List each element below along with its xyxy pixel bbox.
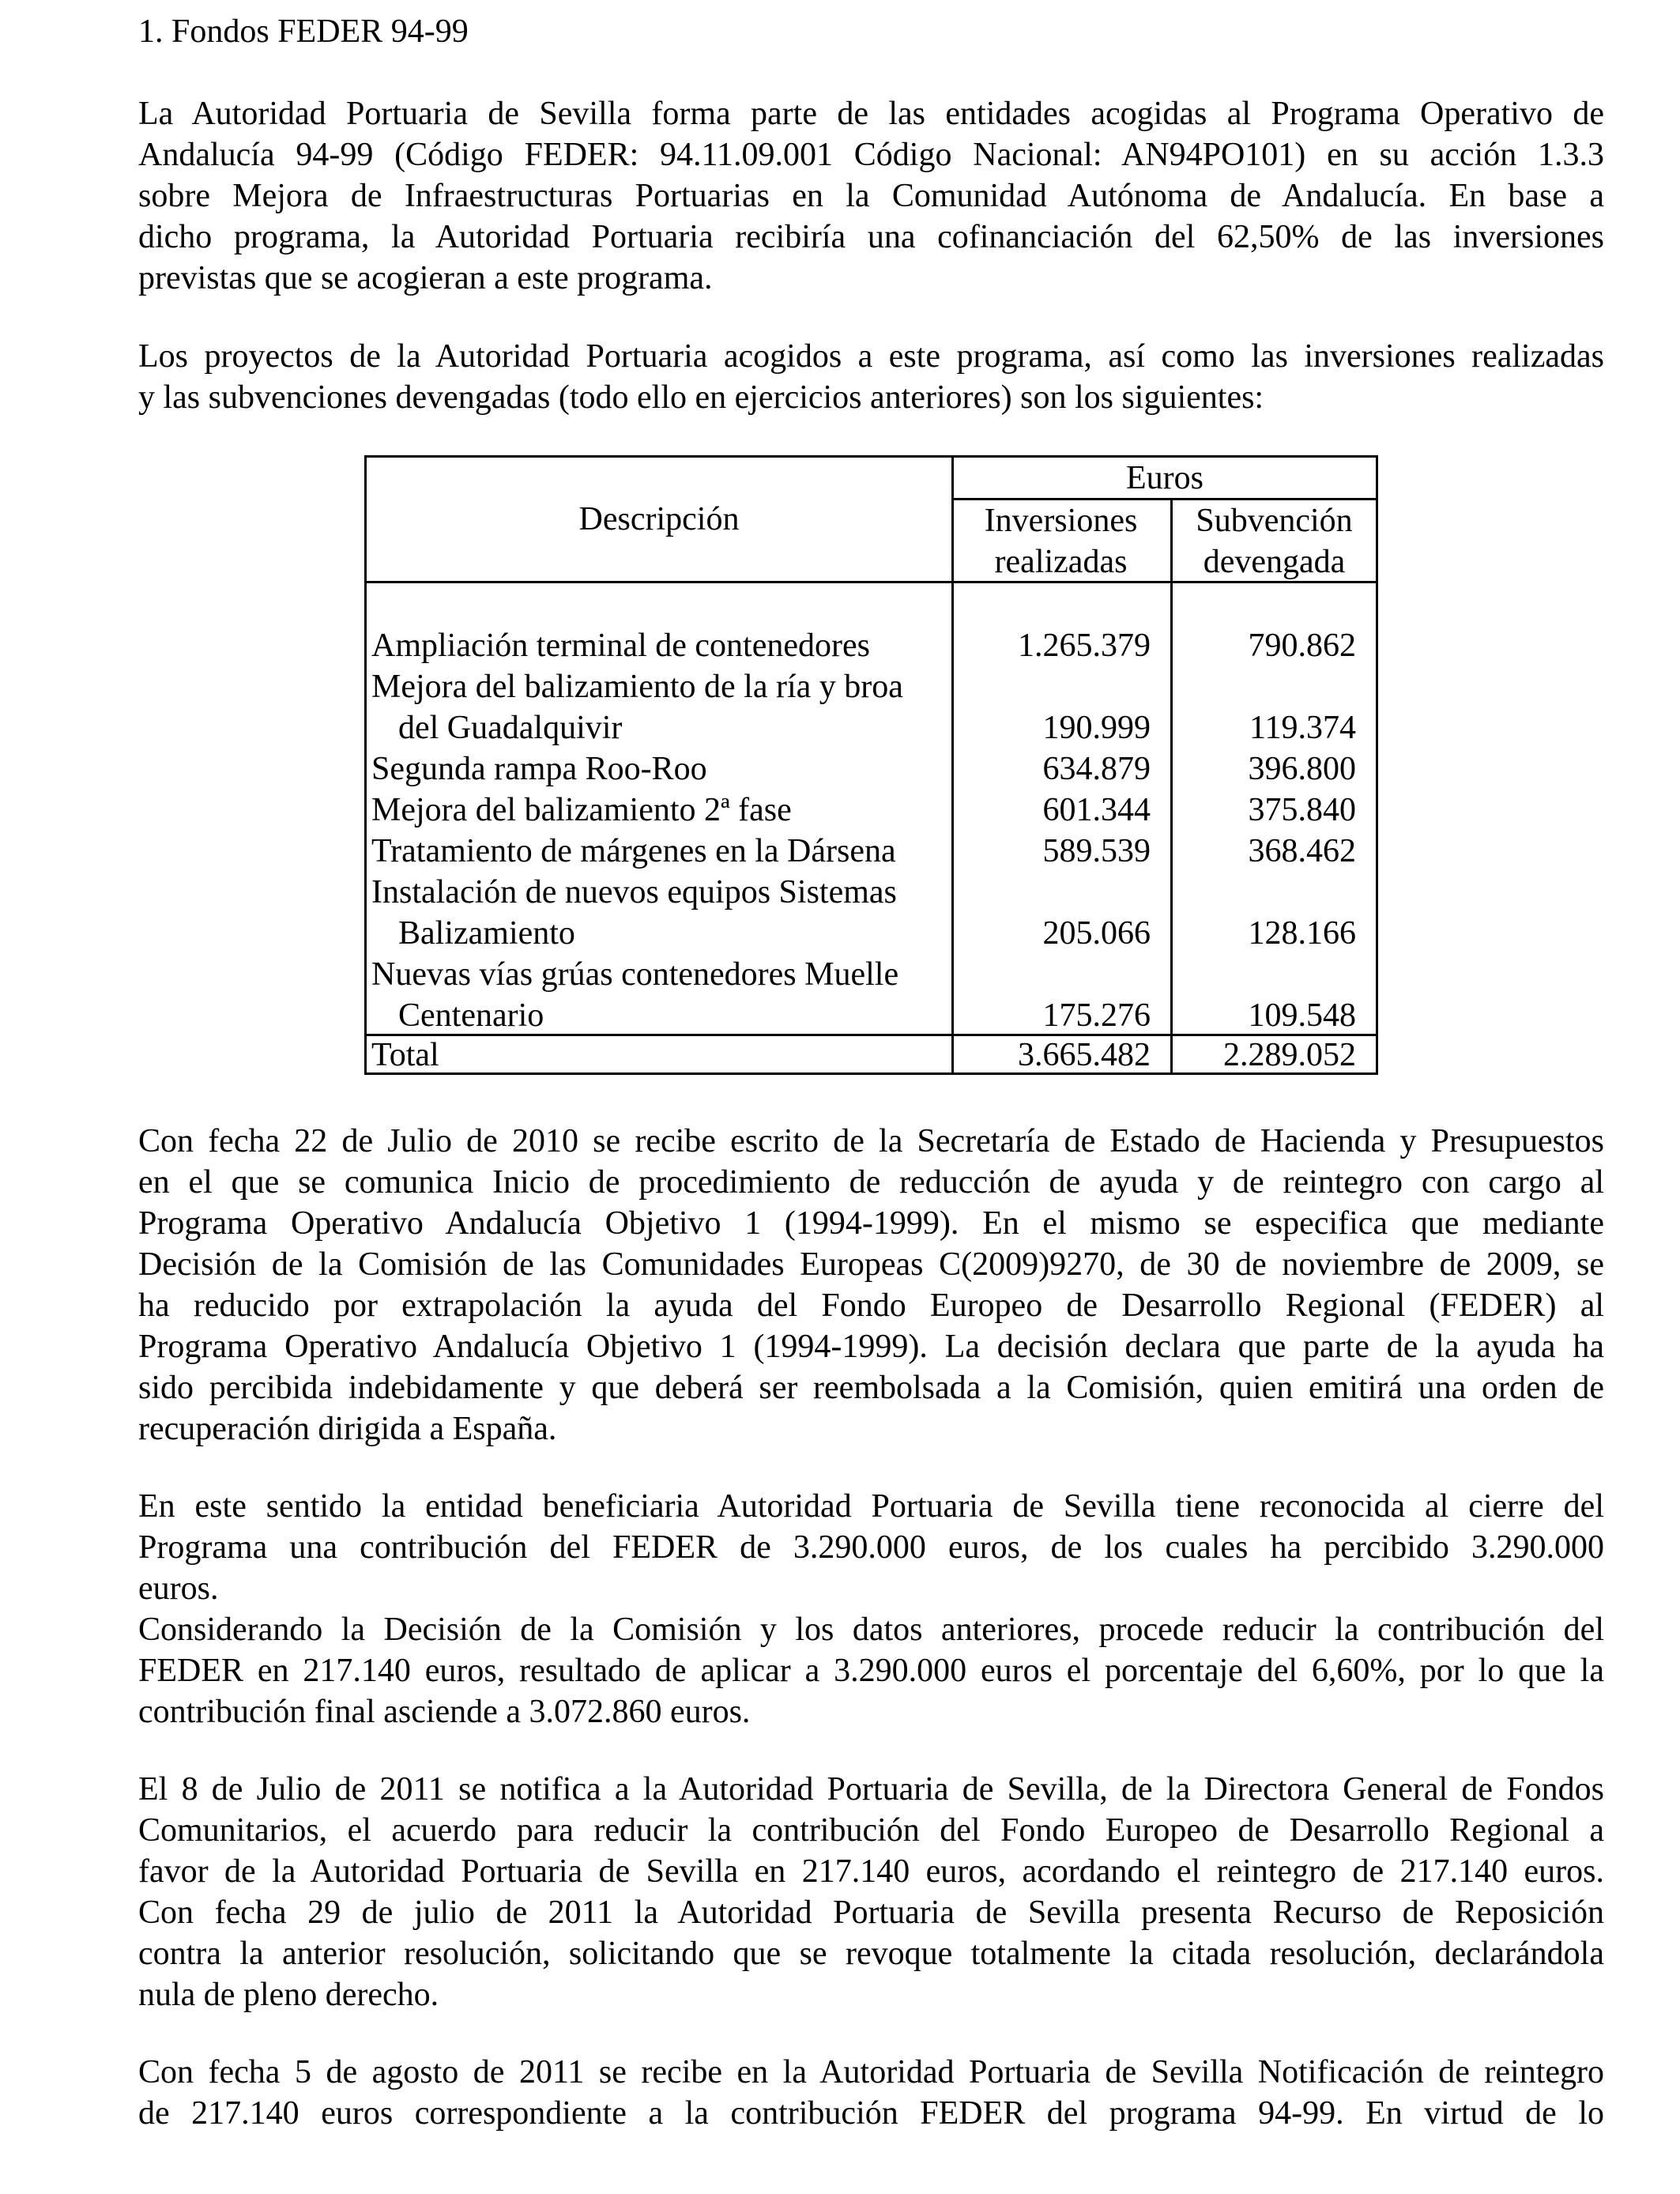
paragraph-notification xyxy=(138,1769,1604,2015)
table-cell-inversion: 634.879 xyxy=(1042,751,1151,787)
table-row-description: Mejora del balizamiento de la ría y broa xyxy=(371,669,903,705)
table-cell-subvencion: 119.374 xyxy=(1249,710,1356,746)
text-line: Con fecha 29 de julio de 2011 la Autoridad Portuaria de Sevilla presenta Recurso de Reposición xyxy=(138,1894,1604,1931)
paragraph-contribution xyxy=(138,1486,1604,1732)
paragraph-program-description xyxy=(138,93,1604,299)
table-total-label: Total xyxy=(371,1037,439,1073)
text-line: Programa Operativo Andalucía Objetivo 1 (1994-1999). La decisión declara que parte de la ayuda ha xyxy=(138,1329,1604,1365)
text-line: en el que se comunica Inicio de procedimiento de reducción de ayuda y de reintegro con cargo al xyxy=(138,1164,1604,1201)
text-line: La Autoridad Portuaria de Sevilla forma parte de las entidades acogidas al Programa Operativo de xyxy=(138,96,1604,132)
text-line: favor de la Autoridad Portuaria de Sevilla en 217.140 euros, acordando el reintegro de 217.140 euros. xyxy=(138,1853,1604,1890)
text-line: ha reducido por extrapolación la ayuda del Fondo Europeo de Desarrollo Regional (FEDER) al xyxy=(138,1287,1604,1324)
text-line: Programa una contribución del FEDER de 3.290.000 euros, de los cuales ha percibido 3.290.000 xyxy=(138,1529,1604,1566)
text-line: de 217.140 euros correspondiente a la contribución FEDER del programa 94-99. En virtud de lo xyxy=(138,2095,1604,2132)
table-cell-subvencion: 128.166 xyxy=(1248,915,1356,952)
text-line: dicho programa, la Autoridad Portuaria recibiría una cofinanciación del 62,50% de las inversiones xyxy=(138,219,1604,255)
table-cell-inversion: 190.999 xyxy=(1042,710,1151,746)
text-line: contra la anterior resolución, solicitando que se revoque totalmente la citada resolución, declarándola xyxy=(138,1936,1604,1972)
text-line: contribución final asciende a 3.072.860 euros. xyxy=(138,1694,751,1730)
table-cell-inversion: 1.265.379 xyxy=(1018,628,1151,664)
text-line: previstas que se acogieran a este programa. xyxy=(138,260,713,296)
section-heading: 1. Fondos FEDER 94-99 xyxy=(138,13,469,50)
table-header-devengada: devengada xyxy=(1203,544,1346,580)
table-cell-subvencion: 790.862 xyxy=(1248,628,1356,664)
text-line: sobre Mejora de Infraestructuras Portuarias en la Comunidad Autónoma de Andalucía. En base a xyxy=(138,178,1604,214)
text-line: Comunitarios, el acuerdo para reducir la contribución del Fondo Europeo de Desarrollo Regional a xyxy=(138,1812,1604,1849)
table-row-description-cont: Balizamiento xyxy=(398,915,575,952)
table-cell-inversion: 589.539 xyxy=(1042,833,1151,869)
table-total-inversion: 3.665.482 xyxy=(1018,1037,1151,1073)
table-header-inversiones: Inversiones xyxy=(984,503,1138,539)
table-cell-inversion: 205.066 xyxy=(1042,915,1151,952)
table-row-description: Ampliación terminal de contenedores xyxy=(371,628,870,664)
table-row-description-cont: Centenario xyxy=(398,997,544,1034)
text-line: recuperación dirigida a España. xyxy=(138,1411,557,1447)
table-cell-subvencion: 368.462 xyxy=(1248,833,1356,869)
text-line: Decisión de la Comisión de las Comunidades Europeas C(2009)9270, de 30 de noviembre de 2009, se xyxy=(138,1246,1604,1283)
text-line: Considerando la Decisión de la Comisión y los datos anteriores, procede reducir la contribución del xyxy=(138,1612,1604,1648)
table-header-euros: Euros xyxy=(1126,460,1203,496)
text-line: El 8 de Julio de 2011 se notifica a la Autoridad Portuaria de Sevilla, de la Directora General de Fondos xyxy=(138,1771,1604,1808)
table-cell-subvencion: 375.840 xyxy=(1248,792,1356,828)
text-line: Con fecha 22 de Julio de 2010 se recibe escrito de la Secretaría de Estado de Hacienda y Presupuestos xyxy=(138,1123,1604,1159)
text-line: Programa Operativo Andalucía Objetivo 1 (1994-1999). En el mismo se especifica que mediante xyxy=(138,1205,1604,1242)
table-cell-inversion: 175.276 xyxy=(1042,997,1151,1034)
table-row-description: Instalación de nuevos equipos Sistemas xyxy=(371,874,897,910)
table-header-description: Descripción xyxy=(578,501,740,537)
table-header-subvencion: Subvención xyxy=(1196,503,1353,539)
investments-table xyxy=(364,455,1378,1075)
table-row-description: Mejora del balizamiento 2ª fase xyxy=(371,792,792,828)
paragraph-reimbursement xyxy=(138,2052,1604,2134)
text-line: Andalucía 94-99 (Código FEDER: 94.11.09.001 Código Nacional: AN94PO101) en su acción 1.3.3 xyxy=(138,137,1604,173)
table-row-description: Tratamiento de márgenes en la Dársena xyxy=(371,833,896,869)
text-line: FEDER en 217.140 euros, resultado de aplicar a 3.290.000 euros el porcentaje del 6,60%, por lo que la xyxy=(138,1653,1604,1689)
text-line: sido percibida indebidamente y que deberá ser reembolsada a la Comisión, quien emitirá una orden de xyxy=(138,1370,1604,1406)
paragraph-projects-intro xyxy=(138,336,1604,418)
table-row-description: Segunda rampa Roo-Roo xyxy=(371,751,707,787)
text-line: nula de pleno derecho. xyxy=(138,1977,439,2013)
table-header-realizadas: realizadas xyxy=(994,544,1128,580)
text-line: euros. xyxy=(138,1570,219,1607)
paragraph-reduction-procedure xyxy=(138,1121,1604,1449)
table-cell-inversion: 601.344 xyxy=(1042,792,1151,828)
table-row-description-cont: del Guadalquivir xyxy=(398,710,623,746)
text-line: y las subvenciones devengadas (todo ello en ejercicios anteriores) son los siguientes: xyxy=(138,379,1264,416)
text-line: Con fecha 5 de agosto de 2011 se recibe en la Autoridad Portuaria de Sevilla Notificación de reintegro xyxy=(138,2054,1604,2090)
text-line: En este sentido la entidad beneficiaria Autoridad Portuaria de Sevilla tiene reconocida al cierre del xyxy=(138,1488,1604,1525)
table-cell-subvencion: 396.800 xyxy=(1248,751,1356,787)
table-total-subvencion: 2.289.052 xyxy=(1223,1037,1356,1073)
table-cell-subvencion: 109.548 xyxy=(1248,997,1356,1034)
text-line: Los proyectos de la Autoridad Portuaria acogidos a este programa, así como las inversiones realizadas xyxy=(138,338,1604,375)
table-row-description: Nuevas vías grúas contenedores Muelle xyxy=(371,956,899,993)
